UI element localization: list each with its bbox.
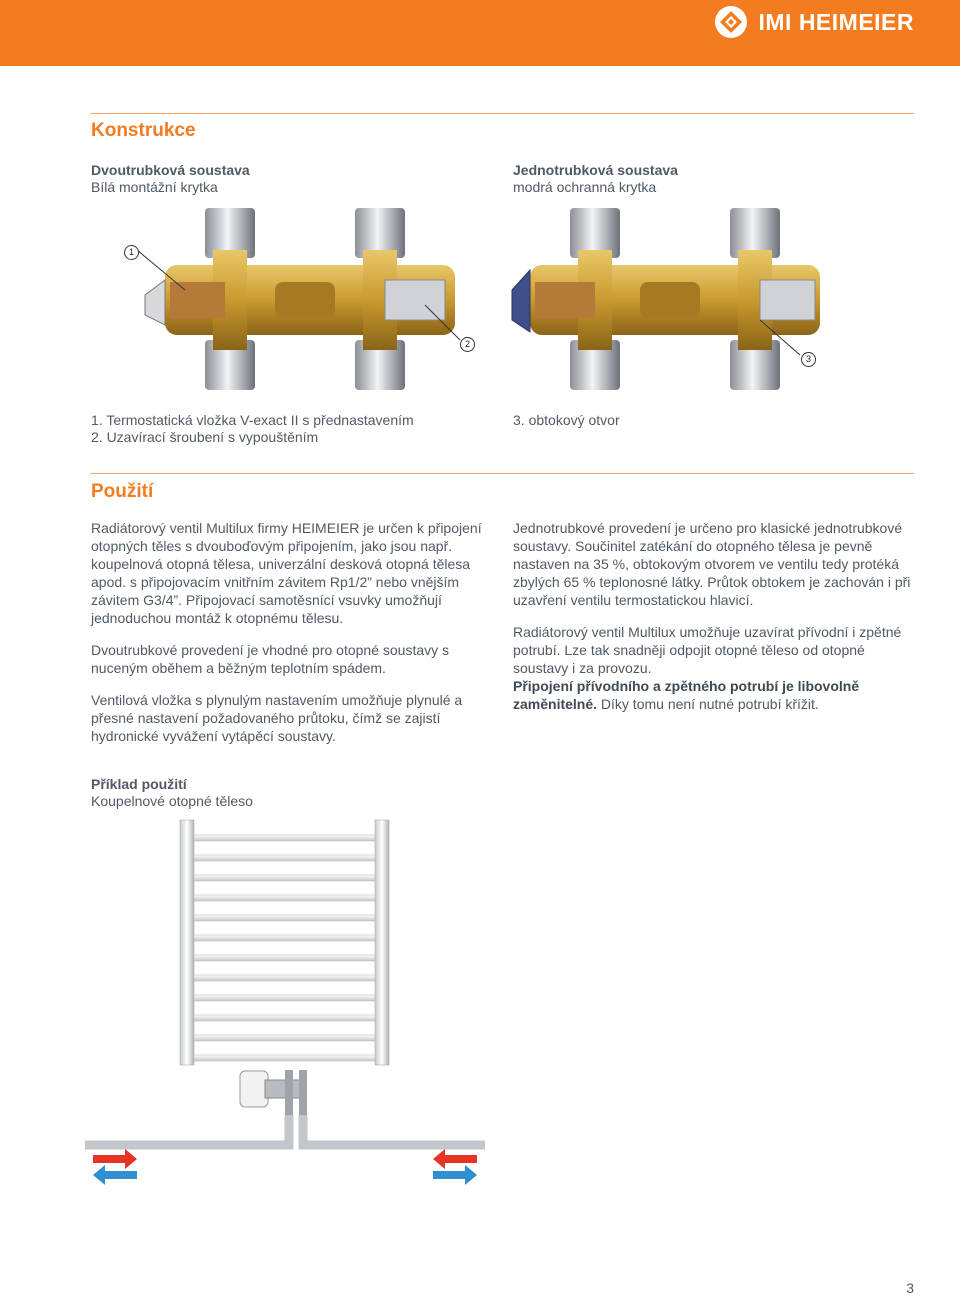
paragraph: Jednotrubkové provedení je určeno pro klasické jednotrubkové soustavy. Součinitel zatékání do otopného tělesa je pevně nastaven na 35 %, obtokovým otvorem ve ventilu tedy protéká zbylých 65 % teplonosné látky. Průtok obtokem je zachován i při uzavření ventilu termostatickou hlavicí. — [513, 520, 911, 608]
callout-1: 1 — [124, 245, 139, 260]
right-captions — [513, 412, 620, 429]
usage-left-column — [91, 519, 486, 759]
flow-arrows — [93, 1149, 477, 1185]
paragraph-text: Radiátorový ventil Multilux umožňuje uzavírat přívodní i zpětné potrubí. Lze tak snadněji odpojit otopné těleso od otopné soustavy i za provozu. — [513, 624, 902, 676]
section-title-konstrukce: Konstrukce — [91, 120, 196, 141]
paragraph: Dvoutrubkové provedení je vhodné pro otopné soustavy s nuceným oběhem a běžným teplotním spádem. — [91, 642, 450, 676]
bathroom-radiator-illustration — [85, 815, 485, 1195]
variant-one-pipe-heading — [513, 162, 678, 196]
variant-two-pipe-heading — [91, 162, 250, 196]
heading-text: Dvoutrubková soustava — [91, 162, 250, 178]
brand-logo — [714, 6, 914, 38]
subheading-text: Bílá montážní krytka — [91, 179, 218, 195]
usage-right-column — [513, 519, 913, 727]
caption-3: 3. obtokový otvor — [513, 412, 620, 428]
heading-text: Příklad použití — [91, 776, 187, 792]
section-title-pouziti: Použití — [91, 481, 154, 502]
paragraph — [513, 623, 913, 713]
callout-2: 2 — [460, 337, 475, 352]
one-pipe-valve-illustration — [510, 200, 830, 400]
page-number: 3 — [906, 1280, 914, 1296]
example-heading — [91, 776, 253, 810]
paragraph-text: Díky tomu není nutné potrubí křížit. — [597, 696, 819, 712]
section-rule — [91, 473, 914, 474]
section-rule — [91, 113, 914, 114]
paragraph: Radiátorový ventil Multilux firmy HEIMEIER je určen k připojení otopných těles s dvouboďovým připojením, jako jsou např. koupelnová otopná tělesa, univerzální desková otopná tělesa apod. s připojovacím vnitřním závitem Rp1/2” nebo vnějším závitem G3/4”. Připojovací samotěsnící vsuvky umožňují jednoduchou montáž k otopnému tělesu. — [91, 520, 482, 626]
paragraph: Ventilová vložka s plynulým nastavením umožňuje plynulé a přesné nastavení požadovaného průtoku, čímž se zajistí hydronické vyvážení vytápěcí soustavy. — [91, 692, 463, 744]
heading-text: Jednotrubková soustava — [513, 162, 678, 178]
paragraph-emphasis: Připojení přívodního a zpětného potrubí je libovolně zaměnitelné. — [513, 678, 860, 712]
left-captions — [91, 412, 414, 446]
subheading-text: Koupelnové otopné těleso — [91, 793, 253, 809]
callout-3: 3 — [801, 352, 816, 367]
subheading-text: modrá ochranná krytka — [513, 179, 657, 195]
brand-name: IMI HEIMEIER — [758, 8, 914, 35]
imi-logo-icon — [714, 5, 748, 39]
two-pipe-valve-illustration — [125, 200, 470, 400]
header-bar — [0, 0, 960, 66]
caption-1: 1. Termostatická vložka V-exact II s přednastavením — [91, 412, 414, 428]
caption-2: 2. Uzavírací šroubení s vypouštěním — [91, 429, 319, 445]
